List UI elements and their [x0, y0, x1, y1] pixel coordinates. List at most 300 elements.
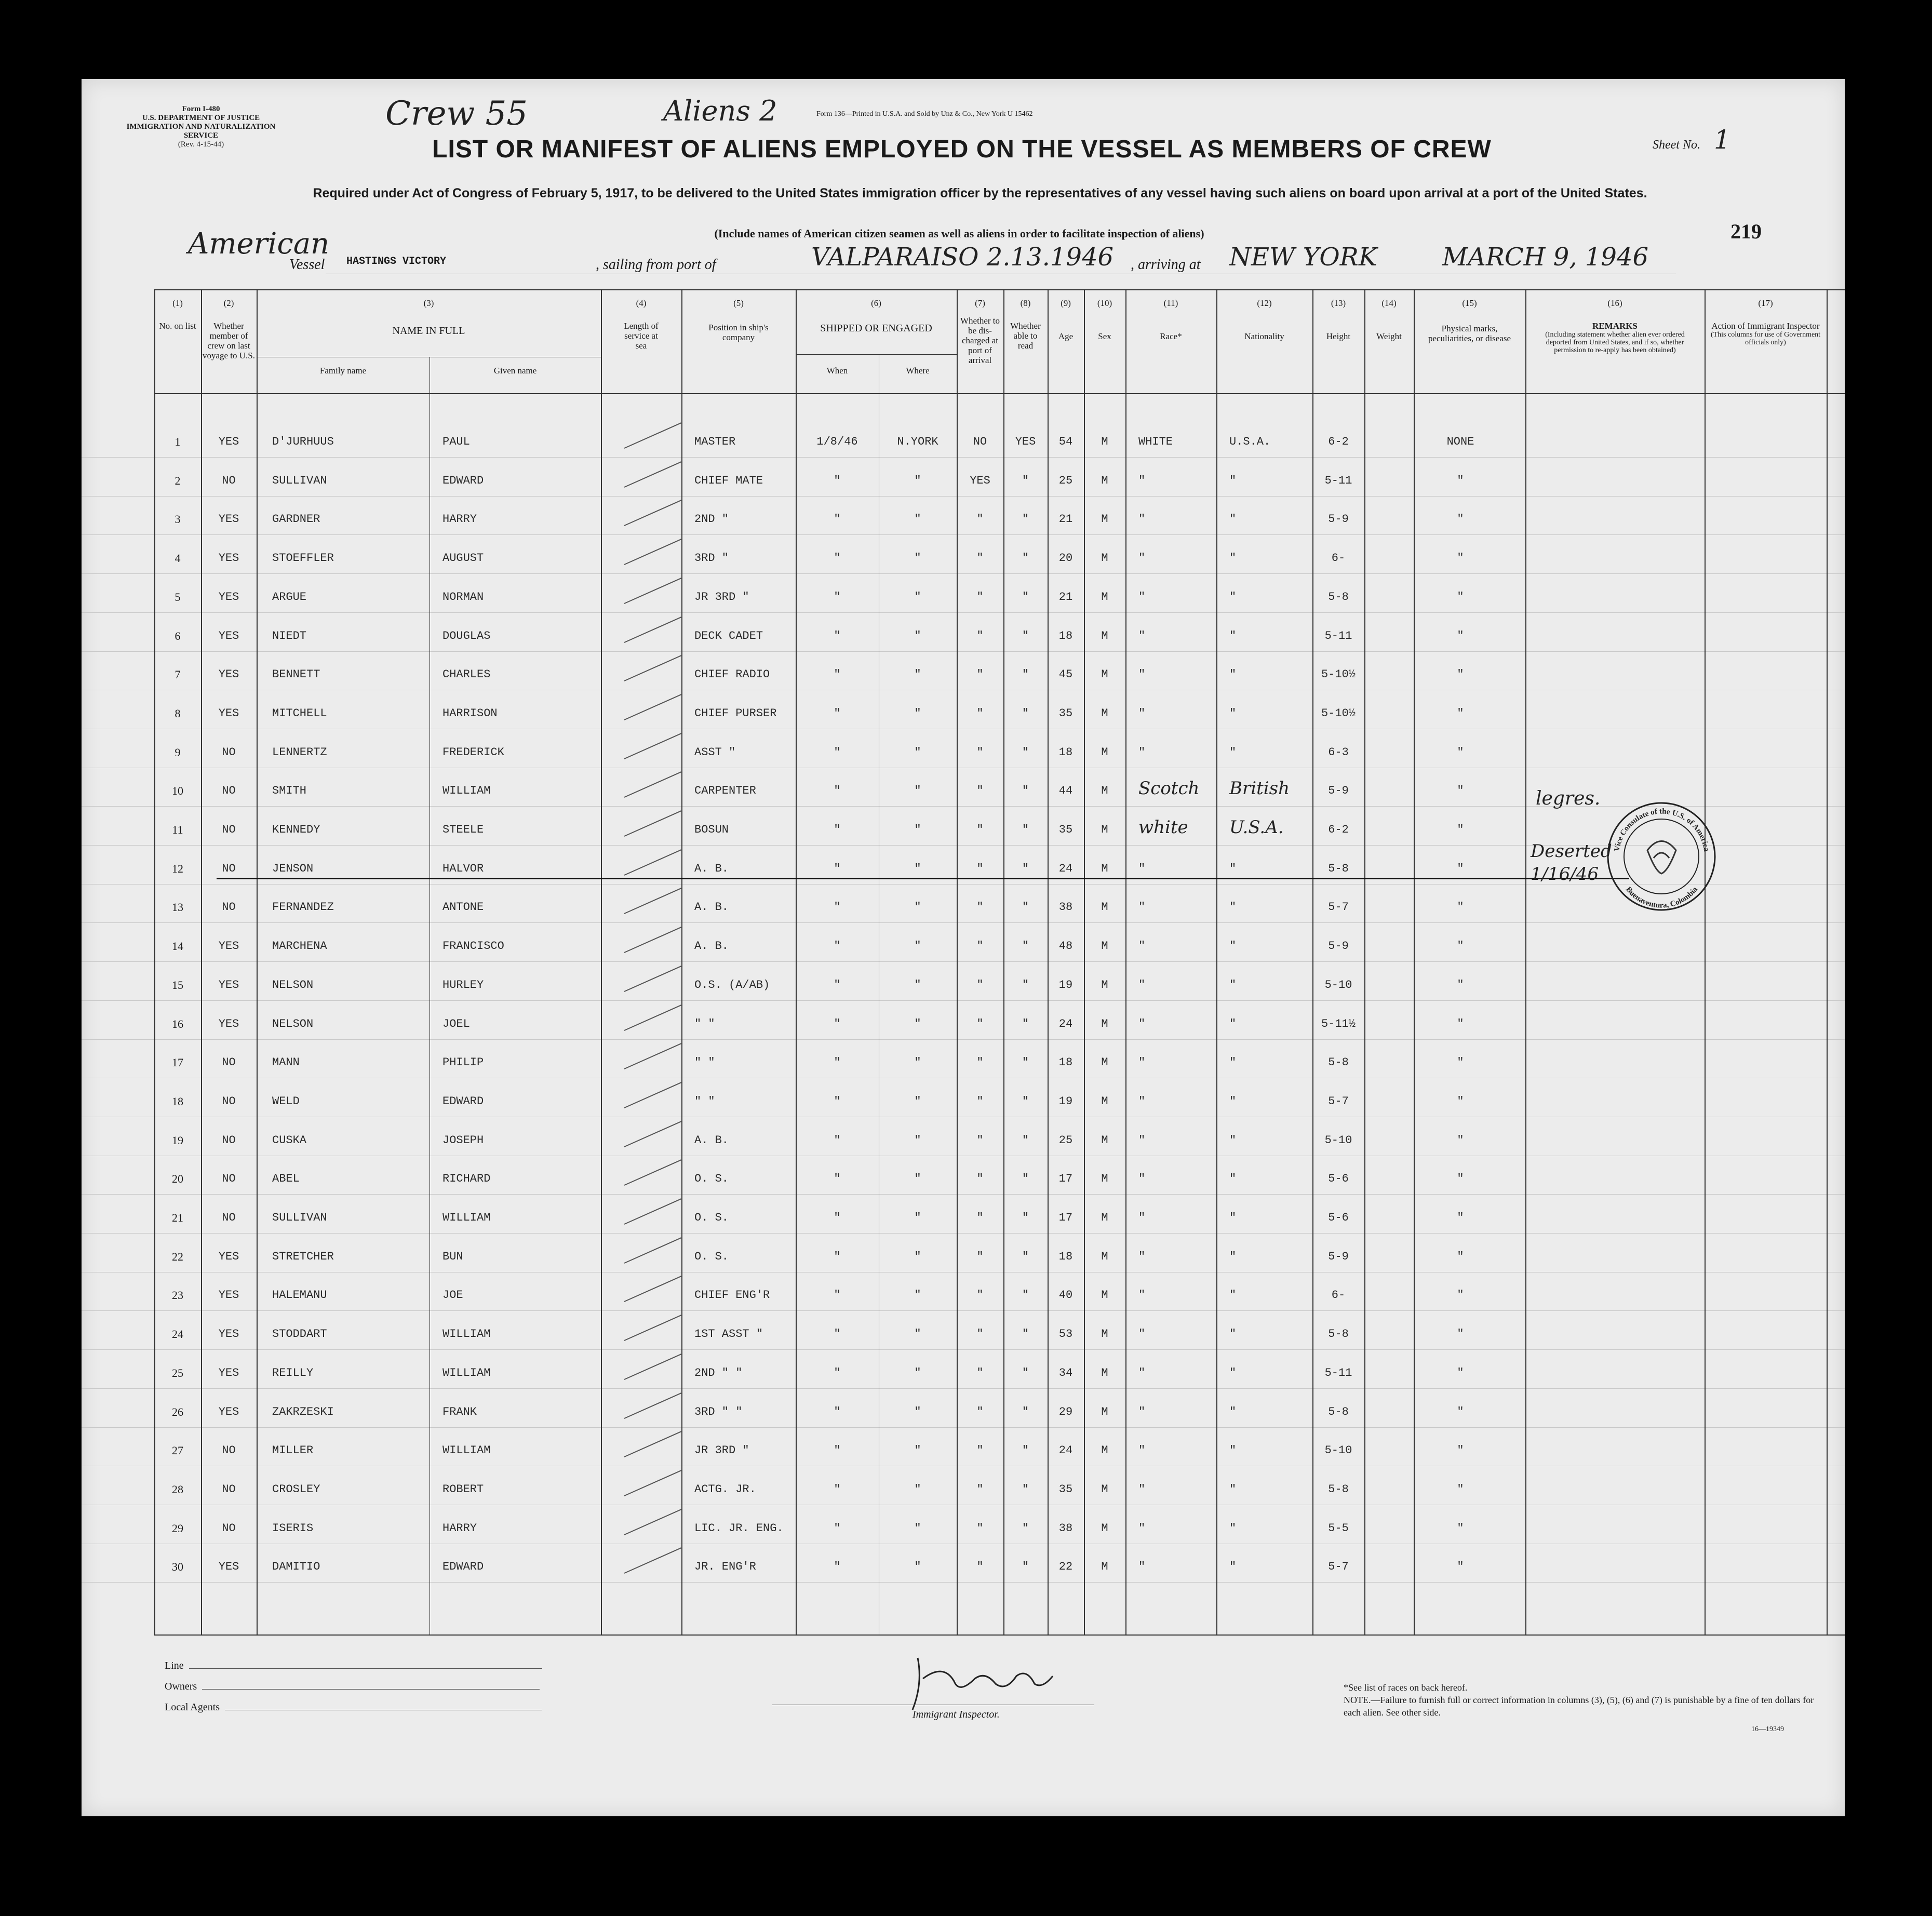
shipped-where: " [914, 1172, 921, 1186]
height: 5-7 [1328, 1094, 1349, 1108]
shipped-where: " [914, 629, 921, 642]
race: " [1138, 1328, 1146, 1341]
position: CHIEF RADIO [694, 668, 770, 681]
age: 24 [1058, 862, 1073, 875]
discharged: " [976, 1328, 984, 1341]
given-name: AUGUST [442, 552, 484, 565]
shipped-when: " [834, 1017, 841, 1030]
able-to-read: " [1022, 1250, 1029, 1263]
discharged: " [976, 784, 984, 798]
shipped-where: " [914, 1250, 921, 1263]
row-number: 25 [172, 1366, 183, 1379]
shipped-when: " [834, 784, 841, 798]
row-number: 5 [175, 590, 181, 604]
position: DECK CADET [694, 629, 763, 642]
race: " [1138, 629, 1146, 642]
race: " [1138, 1056, 1146, 1069]
sheet-number-label [1653, 125, 1730, 155]
row-number: 26 [172, 1405, 183, 1418]
shipped-when: " [834, 1366, 841, 1379]
shipped-when: " [834, 668, 841, 681]
nationality: " [1229, 1405, 1237, 1418]
shipped-where: " [914, 940, 921, 953]
age: 18 [1058, 1250, 1073, 1263]
length-of-service-mark [624, 810, 681, 837]
position: A. B. [694, 1133, 729, 1147]
shipped-where: " [914, 901, 921, 914]
race: " [1138, 940, 1146, 953]
col-divider [1414, 289, 1415, 1634]
sex: M [1101, 629, 1108, 642]
row-rule [82, 922, 1845, 923]
shipped-where: " [914, 1405, 921, 1418]
position: 2ND " " [694, 1366, 743, 1379]
row-rule [82, 573, 1845, 574]
prev-voyage: YES [218, 590, 239, 604]
age: 24 [1058, 1017, 1073, 1030]
discharged: " [976, 1172, 984, 1186]
physical-marks: " [1457, 940, 1464, 953]
crew-count-note: Crew 55 [385, 95, 528, 133]
family-name: WELD [272, 1094, 300, 1108]
age: 20 [1058, 552, 1073, 565]
col-header-3: (3) NAME IN FULL [392, 298, 465, 337]
nationality: " [1229, 1094, 1237, 1108]
sex: M [1101, 901, 1108, 914]
length-of-service-mark [624, 927, 681, 953]
family-name: BENNETT [272, 668, 320, 681]
col-divider [1216, 289, 1217, 1634]
row-rule [82, 1427, 1845, 1428]
sex: M [1101, 1482, 1108, 1496]
remark-row-10: legres. [1536, 788, 1601, 809]
physical-marks: " [1457, 901, 1464, 914]
height: 5-10 [1324, 1444, 1352, 1457]
length-of-service-mark [624, 539, 681, 565]
physical-marks: " [1457, 706, 1464, 720]
able-to-read: " [1022, 590, 1029, 604]
sex: M [1101, 1250, 1108, 1263]
prev-voyage: NO [222, 1444, 236, 1457]
col-divider [1084, 289, 1085, 1634]
col-divider [257, 289, 258, 1634]
position: A. B. [694, 901, 729, 914]
col-header-17: (17) Action of Immigrant Inspector (This columns for use of Government officials only) [1710, 298, 1821, 346]
shipped-when: " [834, 1444, 841, 1457]
age: 25 [1058, 1133, 1073, 1147]
nationality: " [1229, 978, 1237, 992]
row-number: 9 [175, 745, 181, 759]
nationality: " [1229, 474, 1237, 487]
row-number: 21 [172, 1211, 183, 1224]
able-to-read: " [1022, 1289, 1029, 1302]
race: " [1138, 590, 1146, 604]
family-name: JENSON [272, 862, 314, 875]
shipped-where: " [914, 1328, 921, 1341]
able-to-read: " [1022, 1405, 1029, 1418]
manifest-page [82, 79, 1845, 1816]
physical-marks: " [1457, 1056, 1464, 1069]
include-note: (Include names of American citizen seamen as well as aliens in order to facilitate inspection of aliens) [714, 227, 1204, 240]
line-field [165, 1655, 542, 1676]
family-name: HALEMANU [272, 1289, 327, 1302]
where-header: Where [906, 366, 930, 376]
height: 5-9 [1328, 1250, 1349, 1263]
length-of-service-mark [624, 1237, 681, 1264]
able-to-read: " [1022, 1133, 1029, 1147]
prev-voyage: YES [218, 1560, 239, 1574]
family-name: STRETCHER [272, 1250, 334, 1263]
sex: M [1101, 1560, 1108, 1574]
physical-marks: " [1457, 629, 1464, 642]
race: " [1138, 1094, 1146, 1108]
family-name: ISERIS [272, 1521, 314, 1535]
height: 5-8 [1328, 1056, 1349, 1069]
given-name: HALVOR [442, 862, 484, 875]
position: 3RD " " [694, 1405, 743, 1418]
sex: M [1101, 435, 1108, 448]
age: 22 [1058, 1560, 1073, 1574]
row-rule [82, 1310, 1845, 1311]
position: O. S. [694, 1172, 729, 1186]
able-to-read: " [1022, 1172, 1029, 1186]
discharged: " [976, 513, 984, 526]
physical-marks: " [1457, 1521, 1464, 1535]
prev-voyage: YES [218, 940, 239, 953]
age: 18 [1058, 745, 1073, 759]
when-header: When [826, 366, 848, 376]
discharged: " [976, 1017, 984, 1030]
col-divider [1525, 289, 1526, 1634]
shipped-where: " [914, 590, 921, 604]
col-header-6: (6) SHIPPED OR ENGAGED [820, 298, 932, 334]
sex: M [1101, 1056, 1108, 1069]
table-top-border [154, 289, 1845, 290]
row-number: 17 [172, 1056, 183, 1069]
aliens-count-note: Aliens 2 [663, 95, 777, 127]
able-to-read: " [1022, 823, 1029, 836]
length-of-service-mark [624, 1276, 681, 1303]
prev-voyage: YES [218, 1017, 239, 1030]
position: CARPENTER [694, 784, 756, 798]
given-name: EDWARD [442, 1560, 484, 1574]
race: " [1138, 513, 1146, 526]
nationality: " [1229, 668, 1237, 681]
nationality: " [1229, 706, 1237, 720]
row-number: 24 [172, 1328, 183, 1341]
col-header-9: (9) Age [1058, 298, 1074, 341]
physical-marks: " [1457, 1094, 1464, 1108]
nationality: " [1229, 901, 1237, 914]
shipped-when: " [834, 1289, 841, 1302]
agents-field [165, 1697, 542, 1718]
position: CHIEF MATE [694, 474, 763, 487]
row-number: 23 [172, 1289, 183, 1302]
height: 5-5 [1328, 1521, 1349, 1535]
position: O. S. [694, 1250, 729, 1263]
nationality: " [1229, 629, 1237, 642]
given-name: WILLIAM [442, 1328, 491, 1341]
physical-marks: " [1457, 823, 1464, 836]
discharged: " [976, 629, 984, 642]
discharged: " [976, 1094, 984, 1108]
nationality: " [1229, 940, 1237, 953]
age: 21 [1058, 590, 1073, 604]
col-divider [1125, 289, 1126, 1634]
row-number: 13 [172, 901, 183, 914]
nationality: British [1229, 778, 1290, 799]
row-number: 18 [172, 1094, 183, 1108]
discharged: " [976, 862, 984, 875]
family-name: SULLIVAN [272, 1211, 327, 1224]
height: 5-9 [1328, 784, 1349, 798]
discharged: " [976, 1366, 984, 1379]
given-name: WILLIAM [442, 1211, 491, 1224]
row-rule [82, 457, 1845, 458]
shipped-where: " [914, 978, 921, 992]
length-of-service-mark [624, 1043, 681, 1069]
length-of-service-mark [624, 888, 681, 915]
shipped-when: " [834, 706, 841, 720]
sex: M [1101, 1366, 1108, 1379]
physical-marks: " [1457, 1328, 1464, 1341]
given-name: EDWARD [442, 474, 484, 487]
shipped-when: " [834, 629, 841, 642]
discharged: " [976, 1482, 984, 1496]
length-of-service-mark [624, 1160, 681, 1186]
family-name: GARDNER [272, 513, 320, 526]
height: 5-9 [1328, 940, 1349, 953]
prev-voyage: NO [222, 1056, 236, 1069]
family-name: ZAKRZESKI [272, 1405, 334, 1418]
physical-marks: NONE [1446, 435, 1474, 448]
row-number: 15 [172, 978, 183, 992]
table-bottom-border [154, 1634, 1845, 1636]
nationality: U.S.A. [1229, 435, 1271, 448]
prev-voyage: NO [222, 1094, 236, 1108]
race: " [1138, 745, 1146, 759]
sheet-number: 1 [1713, 125, 1730, 155]
nationality: " [1229, 1289, 1237, 1302]
row-number: 6 [175, 629, 181, 642]
race: " [1138, 1405, 1146, 1418]
given-name: JOE [442, 1289, 463, 1302]
shipped-when: " [834, 1094, 841, 1108]
physical-marks: " [1457, 1133, 1464, 1147]
discharged: " [976, 1250, 984, 1263]
sex: M [1101, 1172, 1108, 1186]
able-to-read: " [1022, 668, 1029, 681]
given-name: PAUL [442, 435, 470, 448]
discharged: " [976, 706, 984, 720]
given-name: WILLIAM [442, 1444, 491, 1457]
prev-voyage: NO [222, 1482, 236, 1496]
svg-text:Buenaventura, Colombia [1624, 885, 1699, 909]
consulate-stamp [1606, 801, 1718, 913]
shipped-where: " [914, 1017, 921, 1030]
position: JR. ENG'R [694, 1560, 756, 1574]
family-name: SULLIVAN [272, 474, 327, 487]
race: " [1138, 1172, 1146, 1186]
stamp-top-text: Vice Consulate of the U.S. of America [1613, 807, 1711, 852]
age: 25 [1058, 474, 1073, 487]
family-name: CROSLEY [272, 1482, 320, 1496]
family-name: MITCHELL [272, 706, 327, 720]
col-divider [1364, 289, 1365, 1634]
able-to-read: " [1022, 474, 1029, 487]
race: " [1138, 1211, 1146, 1224]
shipped-when: " [834, 1560, 841, 1574]
col-header-7: (7) Whether to be dis-charged at port of arrival [960, 298, 1000, 365]
shipped-where: " [914, 513, 921, 526]
age: 44 [1058, 784, 1073, 798]
family-name: LENNERTZ [272, 745, 327, 759]
col-header-12: (12) Nationality [1244, 298, 1284, 341]
length-of-service-mark [624, 772, 681, 798]
sex: M [1101, 474, 1108, 487]
nationality: " [1229, 513, 1237, 526]
height: 5-10 [1324, 978, 1352, 992]
prev-voyage: NO [222, 1521, 236, 1535]
shipped-when: 1/8/46 [816, 435, 858, 448]
shipped-when: " [834, 474, 841, 487]
shipped-where: " [914, 1444, 921, 1457]
race: " [1138, 1560, 1146, 1574]
discharged: YES [970, 474, 990, 487]
col-header-10: (10) Sex [1097, 298, 1112, 341]
prev-voyage: YES [218, 1405, 239, 1418]
shipped-where: N.YORK [897, 435, 938, 448]
physical-marks: " [1457, 552, 1464, 565]
able-to-read: " [1022, 745, 1029, 759]
family-name: MARCHENA [272, 940, 327, 953]
able-to-read: " [1022, 901, 1029, 914]
col-divider [601, 289, 602, 1634]
able-to-read: " [1022, 1328, 1029, 1341]
sex: M [1101, 706, 1108, 720]
race: " [1138, 552, 1146, 565]
height: 5-8 [1328, 1405, 1349, 1418]
able-to-read: " [1022, 1444, 1029, 1457]
nationality: " [1229, 1560, 1237, 1574]
able-to-read: " [1022, 1366, 1029, 1379]
shipped-where: " [914, 784, 921, 798]
given-name-header: Given name [493, 366, 537, 376]
position: " " [694, 1056, 715, 1069]
able-to-read: " [1022, 1482, 1029, 1496]
race: " [1138, 706, 1146, 720]
col-divider [796, 289, 797, 1634]
sex: M [1101, 823, 1108, 836]
height: 5-6 [1328, 1172, 1349, 1186]
shipped-when: " [834, 1250, 841, 1263]
length-of-service-mark [624, 694, 681, 720]
vessel-nationality: American [188, 227, 330, 261]
col-divider [1827, 289, 1828, 1634]
length-of-service-mark [624, 500, 681, 527]
shipped-subheader-line [796, 354, 957, 355]
owners-label: Owners [165, 1681, 197, 1692]
sex: M [1101, 1405, 1108, 1418]
age: 54 [1058, 435, 1073, 448]
row-number: 22 [172, 1250, 183, 1263]
row-number: 11 [172, 823, 183, 836]
prev-voyage: YES [218, 1250, 239, 1263]
prev-voyage: YES [218, 552, 239, 565]
sex: M [1101, 1289, 1108, 1302]
prev-voyage: YES [218, 435, 239, 448]
nationality: " [1229, 1250, 1237, 1263]
col-header-14: (14) Weight [1376, 298, 1402, 341]
family-name: NIEDT [272, 629, 307, 642]
race: " [1138, 1444, 1146, 1457]
shipped-where: " [914, 1211, 921, 1224]
shipped-where: " [914, 1560, 921, 1574]
vessel-label: Vessel [289, 257, 325, 273]
shipped-when: " [834, 1133, 841, 1147]
discharged: " [976, 1405, 984, 1418]
discharged: " [976, 978, 984, 992]
length-of-service-mark [624, 1004, 681, 1031]
discharged: " [976, 590, 984, 604]
nationality: " [1229, 590, 1237, 604]
race: " [1138, 862, 1146, 875]
shipped-when: " [834, 901, 841, 914]
shipped-where: " [914, 1133, 921, 1147]
arriving-label: , arriving at [1131, 257, 1201, 273]
row-rule [82, 496, 1845, 497]
position: 2ND " [694, 513, 729, 526]
position: O.S. (A/AB) [694, 978, 770, 992]
race: " [1138, 1289, 1146, 1302]
given-name: HARRY [442, 513, 477, 526]
row-rule [82, 1194, 1845, 1195]
owners-field [165, 1676, 542, 1697]
race: " [1138, 901, 1146, 914]
discharged: " [976, 1056, 984, 1069]
position: ACTG. JR. [694, 1482, 756, 1496]
physical-marks: " [1457, 1172, 1464, 1186]
able-to-read: " [1022, 1560, 1029, 1574]
col-header-15: (15) Physical marks, peculiarities, or disease [1428, 298, 1511, 343]
height: 6-2 [1328, 823, 1349, 836]
sex: M [1101, 1444, 1108, 1457]
family-name: STOEFFLER [272, 552, 334, 565]
shipped-where: " [914, 862, 921, 875]
discharged: " [976, 1289, 984, 1302]
prev-voyage: NO [222, 784, 236, 798]
shipped-where: " [914, 1366, 921, 1379]
position: JR 3RD " [694, 1444, 749, 1457]
position: CHIEF ENG'R [694, 1289, 770, 1302]
able-to-read: " [1022, 629, 1029, 642]
header-bottom-border [154, 393, 1845, 394]
shipped-when: " [834, 1328, 841, 1341]
footer-notes [1344, 1681, 1827, 1719]
discharged: NO [973, 435, 987, 448]
shipped-where: " [914, 552, 921, 565]
shipped-when: " [834, 745, 841, 759]
given-name: CHARLES [442, 668, 491, 681]
nationality: " [1229, 1017, 1237, 1030]
shipped-when: " [834, 1521, 841, 1535]
able-to-read: " [1022, 706, 1029, 720]
line-label: Line [165, 1660, 184, 1671]
row-rule [82, 651, 1845, 652]
prev-voyage: NO [222, 745, 236, 759]
discharged: " [976, 901, 984, 914]
sex: M [1101, 745, 1108, 759]
